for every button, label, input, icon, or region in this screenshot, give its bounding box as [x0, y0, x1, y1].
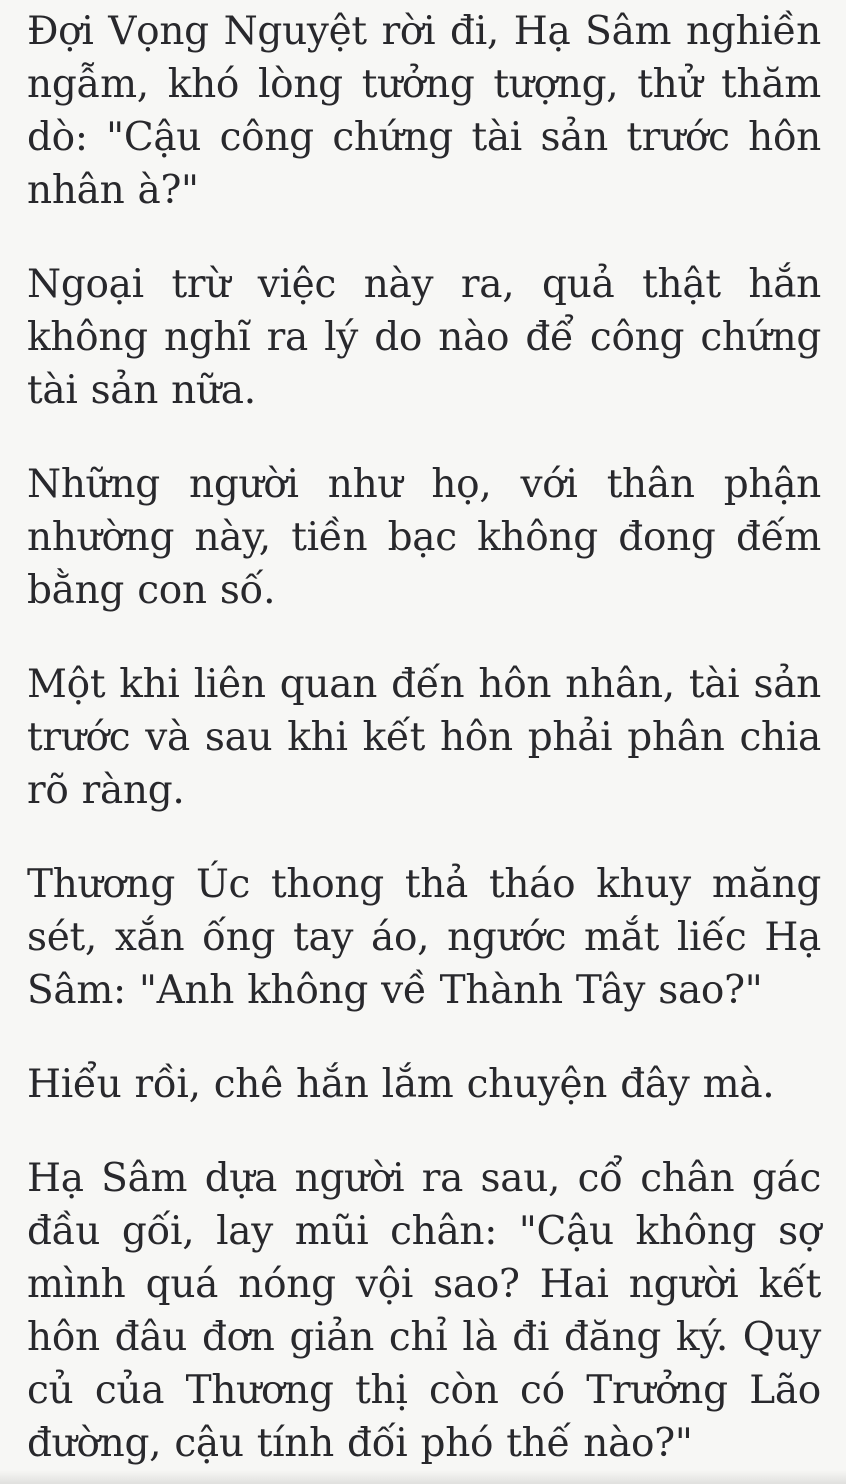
paragraph: Đợi Vọng Nguyệt rời đi, Hạ Sâm nghiền ngẫm, khó lòng tưởng tượng, thử thăm dò: "Cậu công chứng tài sản trước hôn nhân à?" — [27, 9, 821, 213]
paragraph: Một khi liên quan đến hôn nhân, tài sản trước và sau khi kết hôn phải phân chia rõ ràng. — [27, 662, 821, 813]
paragraph: Những người như họ, với thân phận nhường này, tiền bạc không đong đếm bằng con số. — [27, 462, 821, 613]
paragraph: Hiểu rồi, chê hắn lắm chuyện đây mà. — [27, 1062, 775, 1107]
paragraph: Hạ Sâm dựa người ra sau, cổ chân gác đầu gối, lay mũi chân: "Cậu không sợ mình quá nóng vội sao? Hai người kết hôn đâu đơn giản chỉ là đi đăng ký. Quy củ của Thương thị còn có Trưởng Lão đường, cậu tính đối phó thế nào?" — [27, 1156, 821, 1466]
paragraph: Thương Úc thong thả tháo khuy măng sét, xắn ống tay áo, ngước mắt liếc Hạ Sâm: "Anh không về Thành Tây sao?" — [27, 862, 821, 1013]
paragraph: Ngoại trừ việc này ra, quả thật hắn không nghĩ ra lý do nào để công chứng tài sản nữa. — [27, 262, 821, 413]
